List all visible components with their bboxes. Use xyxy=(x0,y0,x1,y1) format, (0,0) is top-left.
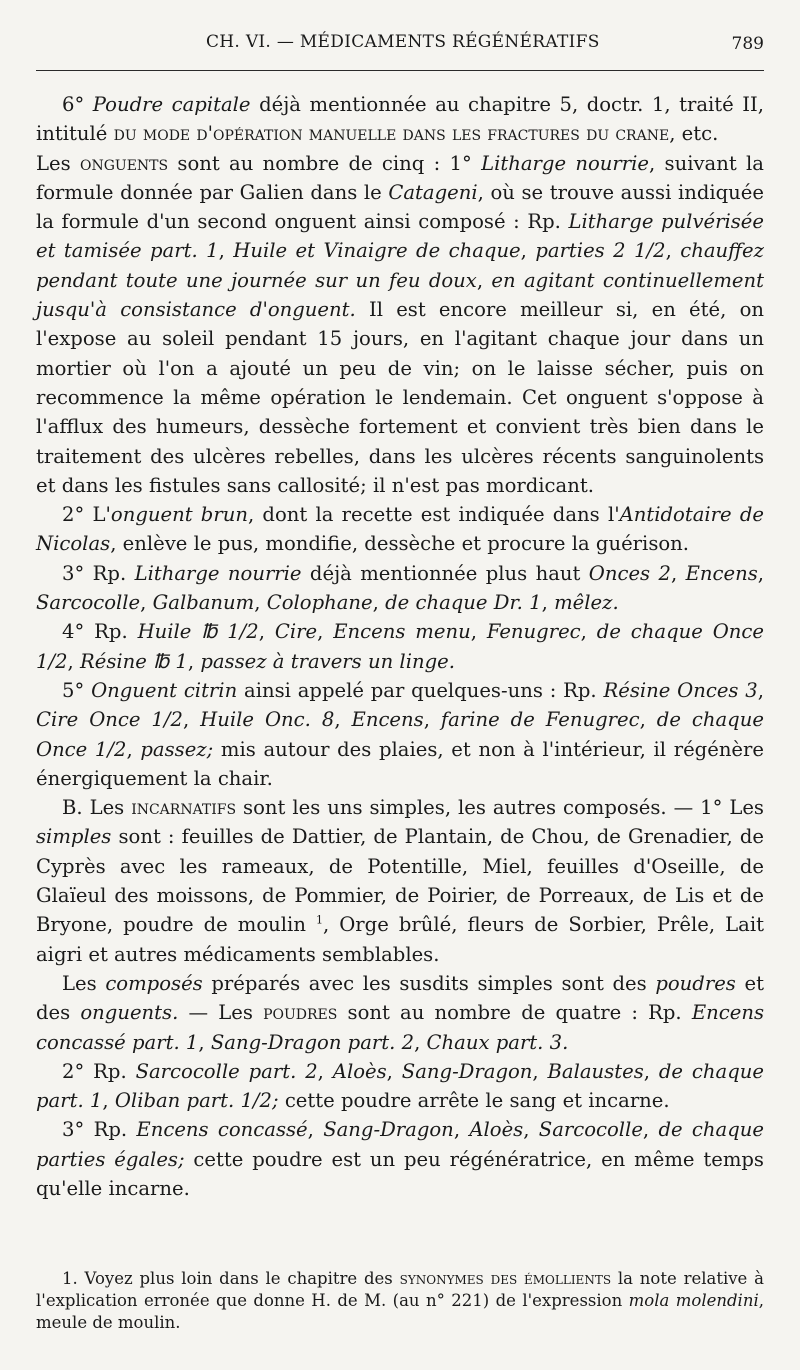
text-run: poudres xyxy=(263,1001,338,1025)
text-run: 5° xyxy=(62,678,92,702)
text-run: Sarcocolle xyxy=(36,591,141,615)
text-run: , dont la recette est indiquée dans l' xyxy=(247,503,620,527)
text-run: , xyxy=(523,1118,539,1142)
text-run: Oliban part. 1/2; xyxy=(114,1089,279,1113)
text-run: , xyxy=(317,1059,333,1083)
footnote xyxy=(36,1268,764,1334)
paragraph xyxy=(36,676,764,793)
text-run: passez; xyxy=(140,737,214,761)
text-run: poudres xyxy=(655,971,736,995)
text-run: Les xyxy=(36,151,80,175)
text-run: , xyxy=(182,708,201,732)
text-run: , xyxy=(580,620,597,644)
text-run: mola molendini xyxy=(628,1291,759,1310)
text-run: 3° Rp. xyxy=(62,561,135,585)
paragraph xyxy=(36,793,764,969)
text-run: cette poudre est un peu régénératrice, en même temps qu'elle incarne. xyxy=(36,1147,764,1200)
paragraph xyxy=(36,617,764,676)
text-run: Cire Once 1/2 xyxy=(36,708,183,732)
text-run: Huile Onc. 8 xyxy=(200,708,335,732)
text-run: , xyxy=(423,708,441,732)
text-run: , xyxy=(386,1059,402,1083)
text-run: , xyxy=(102,1089,115,1113)
text-run: Il est encore meilleur si, en été, on l'expose au soleil pendant 15 jours, en l'agitant chaque jour dans un mortier où l'on a ajouté un peu de vin; on le laisse sécher, puis on recommence la même opération le lendemain. Cet onguent s'oppose à l'afflux des humeurs, dessèche fortement et convient très bien dans le traitement des ulcères rebelles, dans les ulcères récents sanguinolents et dans les fistules sans callosité; il n'est pas mordicant. xyxy=(36,298,764,497)
text-run: mis autour des plaies, et non à l'intérieur, il régénère énergiquement la chair. xyxy=(36,737,764,790)
text-run: , xyxy=(372,591,386,615)
text-run: Antidotaire de Nicolas xyxy=(36,503,764,556)
text-run: Galbanum xyxy=(152,591,255,615)
text-run: sont au nombre de quatre : Rp. xyxy=(337,1001,692,1025)
text-run: , xyxy=(187,649,201,673)
paragraph xyxy=(36,90,764,149)
text-run: Les xyxy=(62,971,106,995)
text-run: Litharge pulvérisée et tamisée part. 1 xyxy=(36,210,764,263)
text-run: Résine Onces 3 xyxy=(603,678,758,702)
text-run: préparés avec les susdits simples sont des xyxy=(202,971,656,995)
text-run: , xyxy=(317,620,334,644)
text-run: Balaustes xyxy=(547,1059,644,1083)
paragraph xyxy=(36,500,764,559)
text-run: , xyxy=(198,1030,211,1054)
text-run: , xyxy=(126,737,141,761)
text-run: de chaque Dr. 1 xyxy=(385,591,542,615)
text-run: , xyxy=(218,239,234,263)
paragraph xyxy=(36,1115,764,1203)
text-run: farine de Fenugrec xyxy=(440,708,640,732)
text-run: Encens xyxy=(351,708,424,732)
text-run: en agitant continuellement jusqu'à consistance d'onguent. xyxy=(36,268,765,322)
text-run: Litharge nourrie xyxy=(134,561,302,585)
text-run: , xyxy=(670,561,686,585)
text-run: et des xyxy=(36,971,765,1025)
paragraph xyxy=(36,1057,764,1116)
text-run: synonymes des émollients xyxy=(399,1269,612,1288)
text-run: Onces 2 xyxy=(588,561,671,585)
text-run: , xyxy=(307,1118,324,1142)
text-run: sont les uns simples, les autres composés. — 1° Les xyxy=(236,796,764,820)
text-run: , xyxy=(541,591,555,615)
text-run: cette poudre arrête le sang et incarne. xyxy=(278,1089,670,1113)
text-run: , xyxy=(757,561,764,585)
text-run: passez à travers un linge. xyxy=(200,649,455,673)
text-run: Aloès xyxy=(332,1059,387,1083)
text-run: Cire xyxy=(274,620,318,644)
footnote-ref: 1 xyxy=(315,913,323,927)
page-number: 789 xyxy=(731,34,764,54)
text-run: , où se trouve aussi indiquée la formule d'un second onguent ainsi composé : Rp. xyxy=(36,180,764,234)
text-run: , xyxy=(532,1059,548,1083)
text-run: Résine ℔ 1 xyxy=(80,649,188,673)
text-run: 2° Rp. xyxy=(62,1059,136,1083)
text-run: , xyxy=(258,620,275,644)
text-run: Huile et Vinaigre de chaque xyxy=(233,239,521,263)
text-run: Litharge nourrie xyxy=(481,151,650,175)
text-run: , xyxy=(470,620,487,644)
footnotes xyxy=(36,1268,764,1334)
text-run: 1. Voyez plus loin dans le chapitre des xyxy=(62,1269,400,1288)
text-run: du mode d'opération manuelle dans les fractures du crane xyxy=(113,122,670,146)
text-run: , xyxy=(757,678,764,702)
text-run: la note relative à l'explication erronée que donne H. de M. (au n° 221) de l'expression xyxy=(36,1269,764,1310)
paragraph xyxy=(36,559,764,618)
text-run: Encens concassé part. 1 xyxy=(36,1001,764,1054)
text-run: , xyxy=(643,1059,659,1083)
text-run: 3° Rp. xyxy=(62,1118,137,1142)
text-run: 2° L' xyxy=(62,503,111,527)
text-run: Sang-Dragon xyxy=(401,1059,533,1083)
text-run: , xyxy=(476,268,492,292)
text-run: parties 2 1/2 xyxy=(535,239,666,263)
text-run: de chaque part. 1 xyxy=(36,1059,764,1113)
text-run: 4° Rp. xyxy=(62,620,138,644)
text-run: déjà mentionnée au chapitre 5, doctr. 1, traité II, intitulé xyxy=(36,93,764,146)
text-run: Encens xyxy=(685,561,758,585)
text-run: , suivant la formule donnée par Galien dans le xyxy=(36,151,764,204)
text-run: , xyxy=(140,591,153,615)
text-run: — Les xyxy=(178,1001,264,1025)
text-run: sont : feuilles de Dattier, de Plantain, de Chou, de Grenadier, de Cyprès avec les rameaux, de Potentille, Miel, feuilles d'Oseille, de Glaïeul des moissons, de Pommier, de Poirier, de Porreaux, de Lis et de Bryone, poudre de moulin xyxy=(36,825,764,937)
text-run: sont au nombre de cinq : 1° xyxy=(168,151,482,175)
text-run: , xyxy=(665,239,681,263)
text-run: , Orge brûlé, fleurs de Sorbier, Prêle, Lait aigri et autres médicaments semblables. xyxy=(36,913,764,966)
text-run: , xyxy=(67,649,81,673)
header-rule xyxy=(36,70,764,71)
text-run: onguent brun xyxy=(110,503,248,527)
text-run: , meule de moulin. xyxy=(36,1291,764,1332)
text-run: Poudre capitale xyxy=(92,93,251,116)
text-run: Colophane xyxy=(266,591,373,615)
text-run: , xyxy=(520,239,536,263)
body-text xyxy=(36,90,764,1203)
text-run: Sang-Dragon part. 2 xyxy=(210,1030,415,1054)
text-run: Huile ℔ 1/2 xyxy=(137,620,259,644)
text-run: Encens concassé xyxy=(136,1118,308,1142)
text-run: onguents. xyxy=(80,1001,179,1025)
text-run: B. Les xyxy=(62,796,132,820)
text-run: simples xyxy=(36,825,112,849)
chapter-title: CH. VI. — MÉDICAMENTS RÉGÉNÉRATIFS xyxy=(206,32,600,52)
text-run: , xyxy=(254,591,267,615)
text-run: , etc. xyxy=(669,122,719,146)
text-run: Encens menu xyxy=(333,620,471,644)
text-run: Catageni xyxy=(388,180,478,204)
text-run: de chaque Once 1/2 xyxy=(36,708,764,761)
text-run: Sarcocolle xyxy=(538,1118,643,1142)
text-run: Sarcocolle part. 2 xyxy=(135,1059,318,1083)
text-run: 6° xyxy=(62,93,93,116)
paragraph xyxy=(36,969,764,1057)
text-run: , xyxy=(639,708,657,732)
text-run: , xyxy=(334,708,352,732)
text-run: Sang-Dragon xyxy=(323,1118,454,1142)
text-run: Fenugrec xyxy=(486,620,581,644)
text-run: de chaque Once 1/2 xyxy=(36,620,764,673)
text-run: Aloès xyxy=(469,1118,524,1142)
text-run: composés xyxy=(105,971,203,995)
text-run: chauffez pendant toute une journée sur un feu doux xyxy=(36,239,764,292)
text-run: incarnatifs xyxy=(131,796,237,820)
text-run: onguents xyxy=(79,151,169,175)
text-run: Chaux part. 3. xyxy=(426,1030,569,1054)
text-run: , xyxy=(453,1118,470,1142)
text-run: Onguent citrin xyxy=(91,678,238,702)
text-run: de chaque parties égales; xyxy=(36,1118,764,1171)
text-run: , xyxy=(642,1118,659,1142)
text-run: , xyxy=(414,1030,427,1054)
text-run: déjà mentionnée plus haut xyxy=(301,561,589,585)
running-head xyxy=(36,30,764,60)
paragraph xyxy=(36,149,764,501)
text-run: mêlez. xyxy=(554,591,619,615)
text-run: ainsi appelé par quelques-uns : Rp. xyxy=(237,678,604,702)
text-run: , enlève le pus, mondifie, dessèche et procure la guérison. xyxy=(110,532,690,556)
